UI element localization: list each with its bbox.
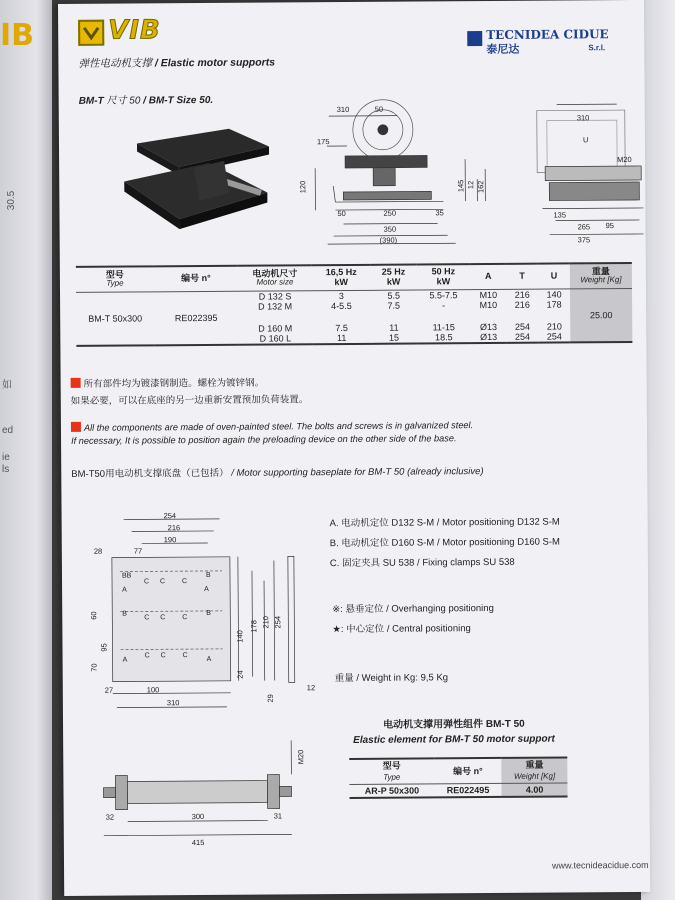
svg-text:BB: BB [121,572,132,580]
subtitle-english: / BM-T Size 50. [143,94,214,107]
dim-label: M20 [296,749,306,765]
legend-positioning [332,599,494,640]
dim-label: 35 [435,208,444,218]
col-header: T [519,270,525,281]
baseplate-weight: 重量 / Weight in Kg: 9,5 Kg [334,672,449,685]
brand-chinese: 泰尼达 [486,43,520,57]
dim-label: 190 [163,535,177,545]
dim-label: 175 [316,137,330,147]
dim-label: 27 [104,685,114,695]
dim-label: 28 [93,546,103,556]
dim-label: 100 [146,685,160,695]
dim-label: 250 [383,208,397,218]
dim-label: 77 [133,546,143,556]
notes-english [71,418,637,448]
dim-label: 350 [383,224,397,234]
dim-label: 120 [298,180,308,194]
dim-label: 178 [249,620,259,633]
baseplate-title: BM-T50用电动机支撑底盘（已包括） / Motor supporting baseplate for BM-T 50 (already inclusive) [71,466,484,480]
svg-text:A: A [122,586,127,594]
left-page-edge [0,0,52,900]
table-row: D 160 L 11 15 18.5 Ø13 254 254 [76,331,632,346]
svg-text:C: C [182,652,188,660]
dim-label: 12 [466,180,476,190]
brand-suffix: S.r.l. [588,43,606,53]
col-header: 编号 n° [453,765,483,776]
table-row: D 160 M 7.5 11 11-15 Ø13 254 210 [258,321,562,334]
note-en-1: All the components are made of oven-painted steel. The bolts and screws is in galvanized steel. [83,420,474,433]
dim-label: 50 [374,104,384,114]
vib-logo-text: VIB [108,15,161,46]
col-header: U [550,270,558,281]
brand-name: TECNIDEA CIDUE [486,27,609,43]
left-page-fragment: ie [2,452,10,463]
dim-label: 254 [163,511,177,521]
elastic-element-drawing [87,736,308,850]
dim-label: 140 [235,630,245,643]
dim-label: 265 [577,222,591,232]
dim-label: 254 [273,615,283,629]
dim-label: 135 [553,210,567,220]
dim-label: 95 [605,221,614,231]
dim-label: 70 [89,663,99,672]
title-chinese: 弹性电动机支撑 [78,57,152,70]
dim-label: 50 [337,208,346,219]
col-header: 25 Hz kW [381,266,406,287]
dim-label: 95 [99,643,109,652]
svg-text:C: C [144,652,150,660]
col-header: 重量 Weight [Kg] [570,263,632,289]
svg-text:C: C [160,578,166,586]
svg-text:B: B [122,610,127,618]
baseplate-drawing [84,510,325,718]
dim-label: U [582,135,589,145]
col-header: 型号 Type [382,760,401,782]
left-page-fragment: 30.5 [6,190,18,211]
brand-logo-icon [467,31,482,46]
dim-label: 216 [167,523,181,533]
elastic-title: 电动机支撑用弹性组件 BM-T 50 Elastic element for BM-T 50 motor support [353,718,555,746]
page-title [78,54,275,70]
code-cell: RE022395 [174,312,218,323]
dim-label: 12 [306,683,316,693]
svg-text:A: A [122,656,128,664]
legend-c: C. 固定夹具 SU 538 / Fixing clamps SU 538 [329,556,515,570]
svg-text:C: C [144,614,150,622]
dim-label: 162 [476,180,486,194]
col-header: 16,5 Hz kW [325,266,357,287]
table-row: D 132 M 4-5.5 7.5 - M10 216 178 [258,299,562,312]
legend-overhanging: ※: 悬垂定位 / Overhanging positioning [332,602,494,616]
subtitle-chinese: 尺寸 50 [106,95,141,107]
dim-label: 300 [191,811,205,822]
dim-label: 210 [261,616,271,629]
dim-label: 310 [336,104,350,115]
dim-label: 24 [235,670,245,679]
legend [330,513,561,575]
dim-label: 31 [273,811,283,821]
table-header-row [349,757,567,784]
title-english: / Elastic motor supports [154,56,276,70]
left-page-fragment: ls [2,464,10,475]
dim-label: 32 [105,812,115,822]
dim-label: 145 [456,179,466,193]
dim-label: (390) [379,235,398,245]
table-header-row [76,263,632,292]
note-en-2: If necessary, It is possible to position again the preloading device on the other side of the base. [71,433,457,446]
legend-b: B. 电动机定位 D160 S-M / Motor positioning D160 S-M [329,536,560,550]
col-header: 50 Hz kW [431,266,456,287]
svg-text:C: C [160,614,166,622]
dim-label: 60 [89,611,99,620]
dim-label: 310 [576,113,590,123]
weight-cell: 25.00 [570,288,632,342]
bullet-icon [71,422,81,432]
col-header: 编号 n° [181,272,211,284]
col-header: 型号 Type [105,269,124,289]
top-technical-drawing [287,96,632,256]
website-link[interactable]: www.tecnideacidue.com [551,859,649,871]
elastic-table [349,756,567,799]
product-photo [119,122,280,233]
dim-label: 310 [166,698,180,708]
left-page-fragment: ed [2,425,14,436]
dim-label: M20 [617,154,632,165]
bullet-icon [71,378,81,388]
col-header: 重量 Weight [Kg] [502,757,568,783]
svg-text:B: B [206,609,211,617]
notes-chinese [71,374,631,408]
type-cell: BM-T 50x300 [88,313,143,324]
svg-text:C: C [144,578,150,586]
note-cn-2: 如果必要，可以在底座的另一边重新安置预加负荷装置。 [70,394,309,407]
dim-label: 375 [577,235,591,245]
legend-central: ★: 中心定位 / Central positioning [332,623,471,636]
svg-text:C: C [182,614,188,622]
subtitle-model: BM-T [78,95,104,107]
spec-table [76,262,633,347]
svg-text:C: C [182,578,188,586]
col-header: A [484,270,492,281]
svg-text:A: A [206,655,212,663]
svg-text:A: A [204,585,209,593]
table-row: AR-P 50x300 RE022495 4.00 [349,783,567,798]
svg-text:C: C [160,652,166,660]
vib-logo-icon [78,20,104,46]
left-page-fragment: 如 [2,380,12,391]
note-cn-1: 所有部件均为镀漆钢制造。螺栓为镀锌钢。 [83,377,265,390]
dim-label: 415 [191,837,205,848]
col-header: 电动机尺寸 Motor size [252,267,298,288]
dim-label: 29 [265,694,275,703]
svg-text:B: B [205,571,211,579]
left-page-logo: IB [0,18,35,53]
page-subtitle [79,91,214,107]
catalog-page [58,0,650,896]
table-row: BM-T 50x300 RE022395 D 132 S 3 5.5 5.5-7.5 M10 216 140 25.00 [76,288,632,302]
legend-a: A. 电动机定位 D132 S-M / Motor positioning D132 S-M [329,516,560,530]
